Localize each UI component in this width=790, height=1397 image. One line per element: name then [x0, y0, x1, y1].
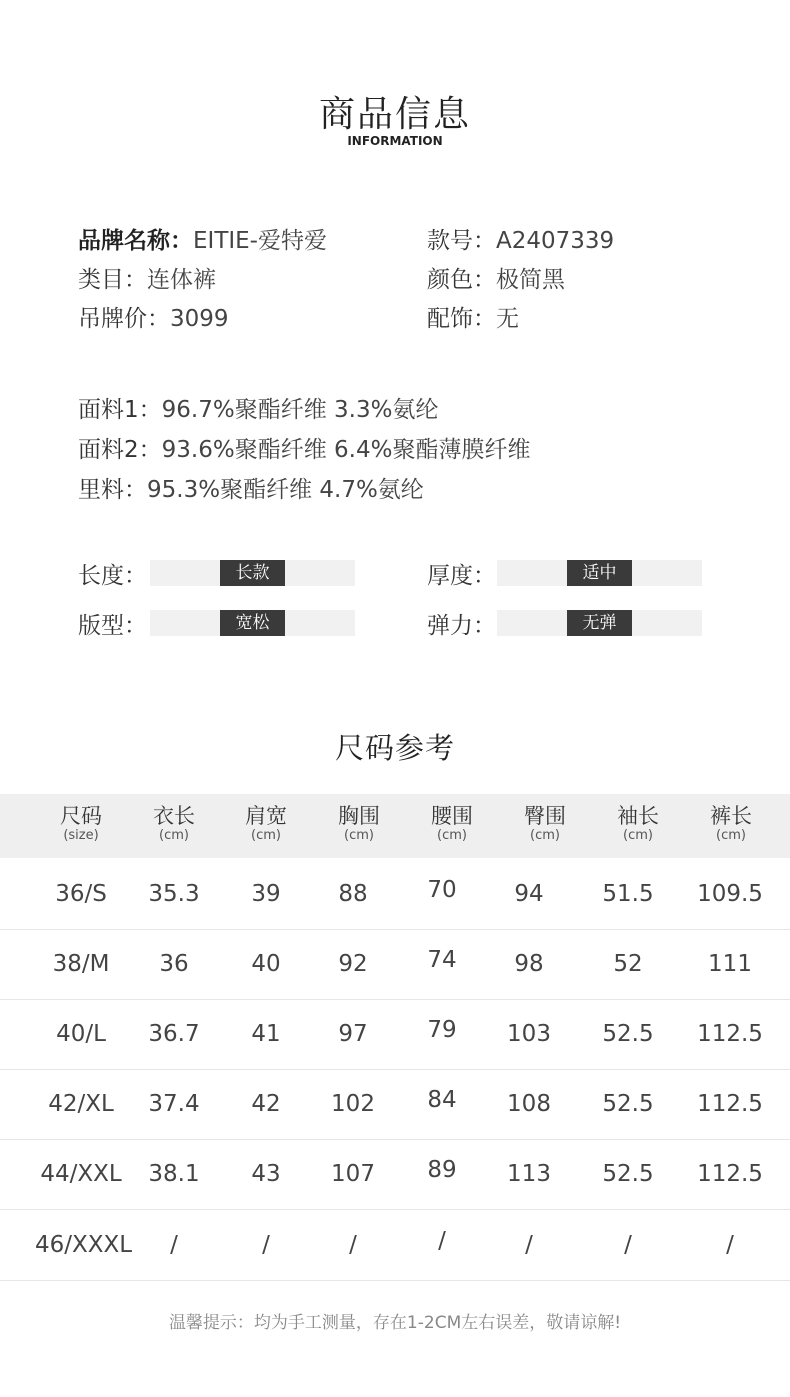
info-color-key: 颜色：: [427, 267, 496, 293]
cell-shoulder: 39: [251, 881, 281, 907]
header-hip-label: 臀围: [524, 804, 566, 828]
size-table-header: [0, 794, 790, 858]
cell-size: 46/XXXL: [35, 1232, 133, 1258]
cell-size: 38/M: [52, 951, 110, 977]
header-bust: [313, 794, 405, 844]
header-bust-label: 胸围: [338, 804, 380, 828]
fabric-2-value: 93.6%聚酯纤维 6.4%聚酯薄膜纤维: [161, 437, 531, 463]
cell-pants-length: /: [726, 1232, 734, 1258]
fabric-1: [78, 391, 438, 424]
scale-fit-bar: [150, 610, 355, 636]
cell-shoulder: 41: [251, 1021, 281, 1047]
info-brand-value: EITIE-爱特爱: [193, 228, 327, 254]
scale-fit-label: 版型：: [78, 613, 147, 639]
cell-bust: 92: [338, 951, 368, 977]
header-shoulder: [220, 794, 312, 844]
cell-pants-length: 111: [708, 951, 752, 977]
cell-bust: 88: [338, 881, 368, 907]
cell-waist: 89: [427, 1157, 457, 1183]
info-category-value: 连体裤: [147, 267, 216, 293]
cell-bust: 102: [331, 1091, 375, 1117]
info-style-no-key: 款号：: [427, 228, 496, 254]
header-length: [128, 794, 220, 844]
scale-length-label: 长度：: [78, 563, 147, 589]
cell-bust: 107: [331, 1161, 375, 1187]
header-hip-unit: (cm): [530, 828, 560, 843]
cell-bust: /: [349, 1232, 357, 1258]
table-row: [0, 859, 790, 930]
header-pants-length: [685, 794, 777, 844]
cell-shoulder: 42: [251, 1091, 281, 1117]
info-accessory: [427, 300, 519, 333]
scale-elasticity-pill: 无弹: [567, 610, 632, 636]
cell-waist: 70: [427, 877, 457, 903]
cell-bust: 97: [338, 1021, 368, 1047]
cell-hip: 108: [507, 1091, 551, 1117]
table-row: [0, 929, 790, 1000]
header-pants-length-unit: (cm): [716, 828, 746, 843]
scale-fit-pill: 宽松: [220, 610, 285, 636]
info-price-key: 吊牌价：: [78, 306, 170, 332]
info-style-no-value: A2407339: [496, 228, 615, 254]
measurement-note: 温馨提示：均为手工测量，存在1-2CM左右误差，敬请谅解!: [168, 1313, 622, 1333]
cell-shoulder: /: [262, 1232, 270, 1258]
fabric-1-value: 96.7%聚酯纤维 3.3%氨纶: [161, 397, 439, 423]
cell-length: 36.7: [148, 1021, 200, 1047]
scale-thickness-pill: 适中: [567, 560, 632, 586]
scale-thickness-label: 厚度：: [427, 563, 496, 589]
cell-sleeve: 51.5: [602, 881, 654, 907]
cell-sleeve: /: [624, 1232, 632, 1258]
scale-thickness-bar: [497, 560, 702, 586]
cell-length: 37.4: [148, 1091, 200, 1117]
cell-sleeve: 52.5: [602, 1021, 654, 1047]
info-price: [78, 300, 229, 333]
scale-length-pill: 长款: [220, 560, 285, 586]
page-title: 商品信息: [318, 94, 471, 135]
cell-pants-length: 109.5: [697, 881, 763, 907]
info-brand-key: 品牌名称：: [78, 228, 193, 254]
cell-size: 36/S: [55, 881, 107, 907]
info-price-value: 3099: [170, 306, 229, 332]
cell-waist: 79: [427, 1017, 457, 1043]
header-sleeve: [592, 794, 684, 844]
table-row: [0, 999, 790, 1070]
header-waist-label: 腰围: [431, 804, 473, 828]
fabric-2: [78, 431, 530, 464]
cell-waist: 84: [427, 1087, 457, 1113]
size-section-title: 尺码参考: [334, 731, 455, 765]
cell-length: 36: [159, 951, 189, 977]
scale-length-bar: [150, 560, 355, 586]
scale-elasticity-bar: [497, 610, 702, 636]
header-size-label: 尺码: [60, 804, 102, 828]
cell-hip: 103: [507, 1021, 551, 1047]
table-row: [0, 1069, 790, 1140]
table-row: [0, 1210, 790, 1281]
cell-size: 44/XXL: [40, 1161, 122, 1187]
header-sleeve-unit: (cm): [623, 828, 653, 843]
info-accessory-key: 配饰：: [427, 306, 496, 332]
cell-shoulder: 40: [251, 951, 281, 977]
cell-size: 40/L: [56, 1021, 106, 1047]
page-subtitle: INFORMATION: [347, 134, 443, 148]
header-length-unit: (cm): [159, 828, 189, 843]
header-hip: [499, 794, 591, 844]
info-brand: [78, 222, 327, 255]
fabric-2-key: 面料2：: [78, 437, 162, 463]
header-size: [35, 794, 127, 844]
table-row: [0, 1139, 790, 1210]
cell-shoulder: 43: [251, 1161, 281, 1187]
header-size-unit: (size): [63, 828, 99, 843]
info-color: [427, 261, 565, 294]
header-shoulder-unit: (cm): [251, 828, 281, 843]
cell-length: /: [170, 1232, 178, 1258]
cell-size: 42/XL: [48, 1091, 114, 1117]
lining-value: 95.3%聚酯纤维 4.7%氨纶: [147, 477, 424, 503]
info-style-no: [427, 222, 614, 255]
cell-sleeve: 52.5: [602, 1161, 654, 1187]
info-accessory-value: 无: [496, 306, 519, 332]
fabric-1-key: 面料1：: [78, 397, 162, 423]
info-color-value: 极简黑: [496, 267, 565, 293]
scale-elasticity-label: 弹力：: [427, 613, 496, 639]
info-category-key: 类目：: [78, 267, 147, 293]
cell-hip: 98: [514, 951, 544, 977]
cell-sleeve: 52: [613, 951, 643, 977]
cell-hip: 94: [514, 881, 544, 907]
cell-waist: 74: [427, 947, 457, 973]
cell-hip: /: [525, 1232, 533, 1258]
header-pants-length-label: 裤长: [710, 804, 752, 828]
cell-sleeve: 52.5: [602, 1091, 654, 1117]
header-length-label: 衣长: [153, 804, 195, 828]
info-category: [78, 261, 216, 294]
cell-pants-length: 112.5: [697, 1161, 763, 1187]
header-bust-unit: (cm): [344, 828, 374, 843]
cell-pants-length: 112.5: [697, 1091, 763, 1117]
lining: [78, 471, 424, 504]
cell-pants-length: 112.5: [697, 1021, 763, 1047]
cell-length: 38.1: [148, 1161, 200, 1187]
lining-key: 里料：: [78, 477, 147, 503]
cell-length: 35.3: [148, 881, 200, 907]
header-sleeve-label: 袖长: [617, 804, 659, 828]
header-shoulder-label: 肩宽: [245, 804, 287, 828]
cell-hip: 113: [507, 1161, 551, 1187]
cell-waist: /: [438, 1228, 446, 1254]
header-waist-unit: (cm): [437, 828, 467, 843]
header-waist: [406, 794, 498, 844]
